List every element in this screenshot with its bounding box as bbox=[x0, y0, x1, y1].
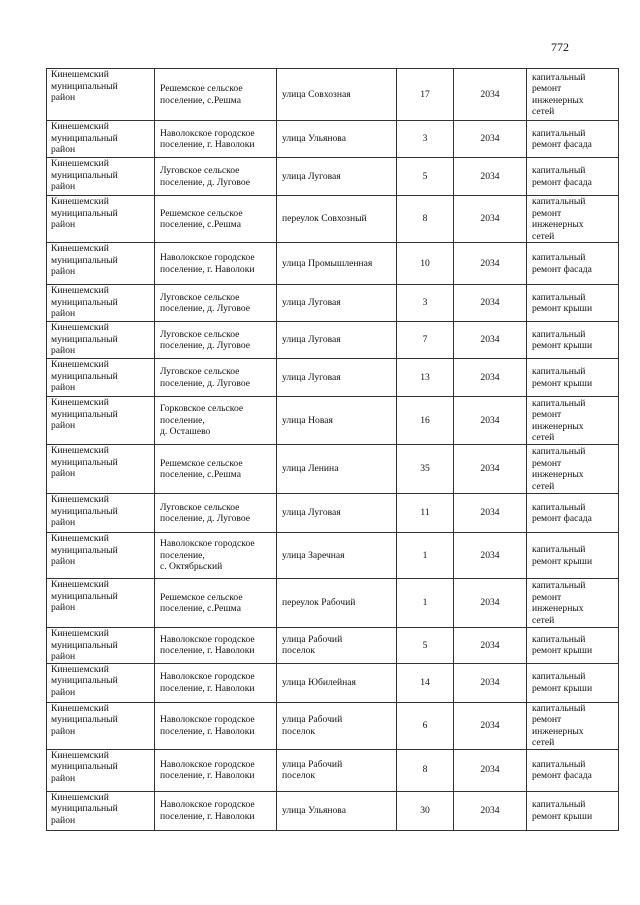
year-cell: 2034 bbox=[454, 285, 527, 322]
street-cell: улица Рабочий поселок bbox=[277, 702, 397, 749]
street-cell: улица Луговая bbox=[277, 494, 397, 533]
street-cell: улица Заречная bbox=[277, 533, 397, 579]
house-number-cell: 35 bbox=[397, 445, 454, 494]
work-type-cell: капитальный ремонт крыши bbox=[527, 791, 619, 830]
district-cell: Кинешемский муниципальный район bbox=[47, 533, 155, 579]
year-cell: 2034 bbox=[454, 397, 527, 445]
district-cell: Кинешемский муниципальный район bbox=[47, 702, 155, 749]
street-cell: улица Новая bbox=[277, 397, 397, 445]
house-number-cell: 14 bbox=[397, 663, 454, 702]
work-type-cell: капитальный ремонт крыши bbox=[527, 359, 619, 397]
settlement-cell: Наволокское городское поселение, г. Наволоки bbox=[155, 749, 277, 791]
street-cell: улица Ульянова bbox=[277, 791, 397, 830]
table-row bbox=[47, 494, 619, 533]
street-cell: улица Рабочий поселок bbox=[277, 749, 397, 791]
district-cell: Кинешемский муниципальный район bbox=[47, 791, 155, 830]
year-cell: 2034 bbox=[454, 702, 527, 749]
work-type-cell: капитальный ремонт инженерных сетей bbox=[527, 702, 619, 749]
table-row bbox=[47, 243, 619, 285]
year-cell: 2034 bbox=[454, 445, 527, 494]
settlement-cell: Решемское сельское поселение, с.Решма bbox=[155, 445, 277, 494]
street-cell: улица Луговая bbox=[277, 359, 397, 397]
street-cell: улица Рабочий поселок bbox=[277, 628, 397, 664]
street-cell: улица Ленина bbox=[277, 445, 397, 494]
table-row bbox=[47, 196, 619, 243]
house-number-cell: 16 bbox=[397, 397, 454, 445]
year-cell: 2034 bbox=[454, 196, 527, 243]
district-cell: Кинешемский муниципальный район bbox=[47, 663, 155, 702]
district-cell: Кинешемский муниципальный район bbox=[47, 121, 155, 158]
work-type-cell: капитальный ремонт инженерных сетей bbox=[527, 445, 619, 494]
house-number-cell: 6 bbox=[397, 702, 454, 749]
settlement-cell: Наволокское городское поселение, г. Наволоки bbox=[155, 121, 277, 158]
work-type-cell: капитальный ремонт крыши bbox=[527, 533, 619, 579]
house-number-cell: 13 bbox=[397, 359, 454, 397]
district-cell: Кинешемский муниципальный район bbox=[47, 285, 155, 322]
table-row bbox=[47, 397, 619, 445]
year-cell: 2034 bbox=[454, 158, 527, 196]
district-cell: Кинешемский муниципальный район bbox=[47, 196, 155, 243]
district-cell: Кинешемский муниципальный район bbox=[47, 69, 155, 121]
district-cell: Кинешемский муниципальный район bbox=[47, 749, 155, 791]
work-type-cell: капитальный ремонт фасада bbox=[527, 494, 619, 533]
year-cell: 2034 bbox=[454, 494, 527, 533]
house-number-cell: 5 bbox=[397, 628, 454, 664]
district-cell: Кинешемский муниципальный район bbox=[47, 397, 155, 445]
work-type-cell: капитальный ремонт крыши bbox=[527, 285, 619, 322]
district-cell: Кинешемский муниципальный район bbox=[47, 494, 155, 533]
year-cell: 2034 bbox=[454, 243, 527, 285]
work-type-cell: капитальный ремонт фасада bbox=[527, 158, 619, 196]
settlement-cell: Луговское сельское поселение, д. Луговое bbox=[155, 285, 277, 322]
house-number-cell: 3 bbox=[397, 121, 454, 158]
table-row bbox=[47, 663, 619, 702]
work-type-cell: капитальный ремонт инженерных сетей bbox=[527, 579, 619, 628]
work-type-cell: капитальный ремонт инженерных сетей bbox=[527, 196, 619, 243]
house-number-cell: 1 bbox=[397, 533, 454, 579]
house-number-cell: 11 bbox=[397, 494, 454, 533]
table-row bbox=[47, 628, 619, 664]
district-cell: Кинешемский муниципальный район bbox=[47, 359, 155, 397]
year-cell: 2034 bbox=[454, 791, 527, 830]
year-cell: 2034 bbox=[454, 359, 527, 397]
page-number: 772 bbox=[551, 40, 569, 54]
table-row bbox=[47, 749, 619, 791]
house-number-cell: 30 bbox=[397, 791, 454, 830]
year-cell: 2034 bbox=[454, 749, 527, 791]
table-row bbox=[47, 359, 619, 397]
year-cell: 2034 bbox=[454, 579, 527, 628]
street-cell: улица Луговая bbox=[277, 285, 397, 322]
table-row bbox=[47, 791, 619, 830]
settlement-cell: Решемское сельское поселение, с.Решма bbox=[155, 196, 277, 243]
street-cell: улица Совхозная bbox=[277, 69, 397, 121]
year-cell: 2034 bbox=[454, 628, 527, 664]
table-row bbox=[47, 322, 619, 359]
work-type-cell: капитальный ремонт крыши bbox=[527, 628, 619, 664]
district-cell: Кинешемский муниципальный район bbox=[47, 628, 155, 664]
year-cell: 2034 bbox=[454, 121, 527, 158]
district-cell: Кинешемский муниципальный район bbox=[47, 579, 155, 628]
house-number-cell: 5 bbox=[397, 158, 454, 196]
work-type-cell: капитальный ремонт крыши bbox=[527, 322, 619, 359]
district-cell: Кинешемский муниципальный район bbox=[47, 322, 155, 359]
settlement-cell: Наволокское городское поселение, г. Наволоки bbox=[155, 791, 277, 830]
settlement-cell: Наволокское городское поселение, с. Октябрьский bbox=[155, 533, 277, 579]
district-cell: Кинешемский муниципальный район bbox=[47, 243, 155, 285]
year-cell: 2034 bbox=[454, 69, 527, 121]
work-type-cell: капитальный ремонт инженерных сетей bbox=[527, 397, 619, 445]
table-row bbox=[47, 285, 619, 322]
table-row bbox=[47, 158, 619, 196]
table-row bbox=[47, 445, 619, 494]
settlement-cell: Луговское сельское поселение, д. Луговое bbox=[155, 322, 277, 359]
work-type-cell: капитальный ремонт фасада bbox=[527, 243, 619, 285]
district-cell: Кинешемский муниципальный район bbox=[47, 445, 155, 494]
street-cell: улица Луговая bbox=[277, 322, 397, 359]
house-number-cell: 1 bbox=[397, 579, 454, 628]
settlement-cell: Горковское сельское поселение, д. Осташево bbox=[155, 397, 277, 445]
settlement-cell: Луговское сельское поселение, д. Луговое bbox=[155, 158, 277, 196]
settlement-cell: Наволокское городское поселение, г. Наволоки bbox=[155, 663, 277, 702]
work-type-cell: капитальный ремонт инженерных сетей bbox=[527, 69, 619, 121]
street-cell: улица Промышленная bbox=[277, 243, 397, 285]
street-cell: улица Луговая bbox=[277, 158, 397, 196]
house-number-cell: 7 bbox=[397, 322, 454, 359]
table-row bbox=[47, 533, 619, 579]
district-cell: Кинешемский муниципальный район bbox=[47, 158, 155, 196]
house-number-cell: 8 bbox=[397, 749, 454, 791]
table-row bbox=[47, 69, 619, 121]
settlement-cell: Решемское сельское поселение, с.Решма bbox=[155, 579, 277, 628]
work-type-cell: капитальный ремонт крыши bbox=[527, 663, 619, 702]
house-number-cell: 8 bbox=[397, 196, 454, 243]
settlement-cell: Наволокское городское поселение, г. Наволоки bbox=[155, 243, 277, 285]
year-cell: 2034 bbox=[454, 533, 527, 579]
table-row bbox=[47, 579, 619, 628]
street-cell: улица Ульянова bbox=[277, 121, 397, 158]
work-type-cell: капитальный ремонт фасада bbox=[527, 121, 619, 158]
housing-repair-table bbox=[46, 68, 619, 831]
year-cell: 2034 bbox=[454, 322, 527, 359]
year-cell: 2034 bbox=[454, 663, 527, 702]
table-row bbox=[47, 121, 619, 158]
house-number-cell: 17 bbox=[397, 69, 454, 121]
house-number-cell: 10 bbox=[397, 243, 454, 285]
settlement-cell: Наволокское городское поселение, г. Наволоки bbox=[155, 628, 277, 664]
street-cell: переулок Совхозный bbox=[277, 196, 397, 243]
street-cell: переулок Рабочий bbox=[277, 579, 397, 628]
table-body bbox=[47, 69, 619, 831]
settlement-cell: Наволокское городское поселение, г. Наволоки bbox=[155, 702, 277, 749]
settlement-cell: Решемское сельское поселение, с.Решма bbox=[155, 69, 277, 121]
house-number-cell: 3 bbox=[397, 285, 454, 322]
settlement-cell: Луговское сельское поселение, д. Луговое bbox=[155, 359, 277, 397]
table-row bbox=[47, 702, 619, 749]
work-type-cell: капитальный ремонт фасада bbox=[527, 749, 619, 791]
settlement-cell: Луговское сельское поселение, д. Луговое bbox=[155, 494, 277, 533]
street-cell: улица Юбилейная bbox=[277, 663, 397, 702]
